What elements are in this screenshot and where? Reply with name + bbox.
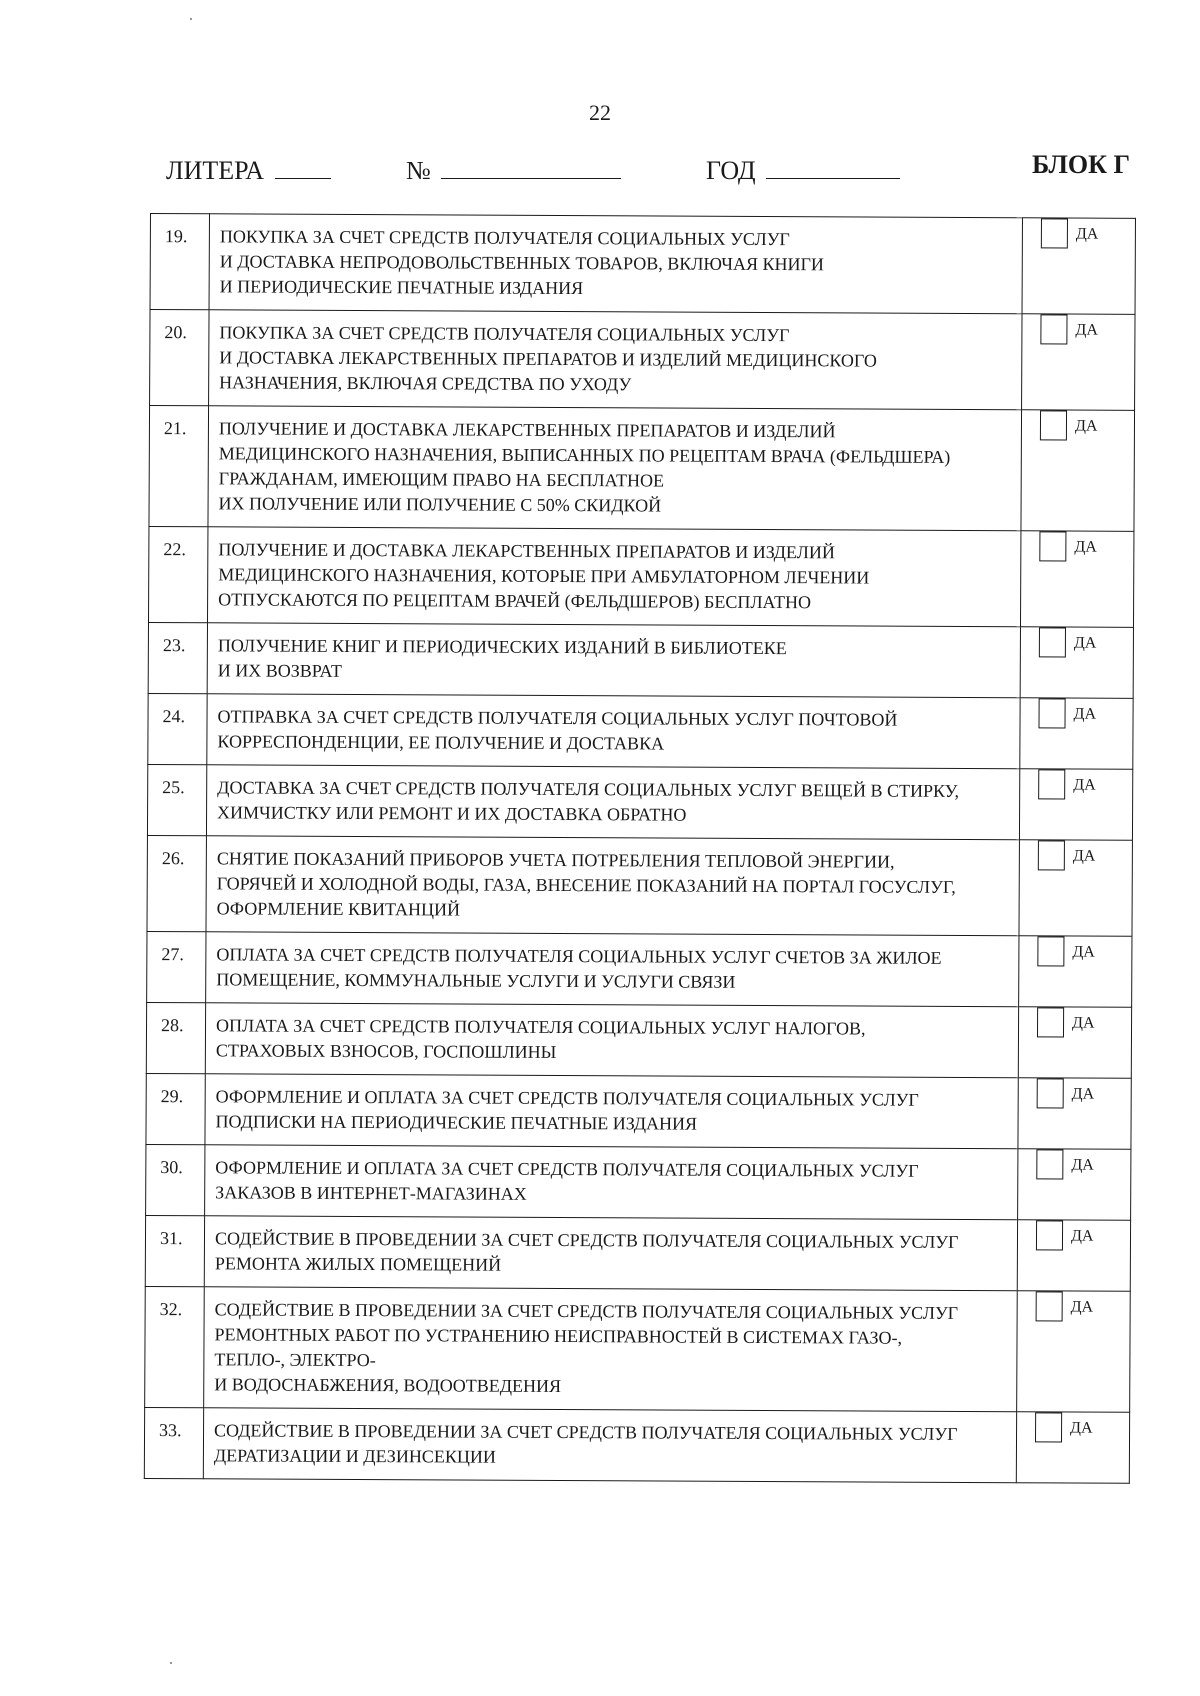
- row-number: 21.: [149, 406, 209, 527]
- yes-option: [1017, 1220, 1130, 1292]
- service-description-line: ОФОРМЛЕНИЕ И ОПЛАТА ЗА СЧЕТ СРЕДСТВ ПОЛУЧАТЕЛЯ СОЦИАЛЬНЫХ УСЛУГ: [215, 1086, 919, 1110]
- service-description-line: СТРАХОВЫХ ВЗНОСОВ, ГОСПОШЛИНЫ: [215, 1040, 557, 1062]
- service-description-line: И ПЕРИОДИЧЕСКИЕ ПЕЧАТНЫЕ ИЗДАНИЯ: [219, 276, 584, 299]
- service-description-line: ОФОРМЛЕНИЕ И ОПЛАТА ЗА СЧЕТ СРЕДСТВ ПОЛУЧАТЕЛЯ СОЦИАЛЬНЫХ УСЛУГ: [215, 1157, 919, 1181]
- service-description-line: СОДЕЙСТВИЕ В ПРОВЕДЕНИИ ЗА СЧЕТ СРЕДСТВ ПОЛУЧАТЕЛЯ СОЦИАЛЬНЫХ УСЛУГ: [214, 1228, 959, 1252]
- yes-option: [1020, 698, 1133, 770]
- row-number: 22.: [148, 526, 207, 622]
- service-description: [205, 1074, 1018, 1149]
- yes-checkbox[interactable]: [1036, 1220, 1063, 1250]
- service-description-line: ОФОРМЛЕНИЕ КВИТАНЦИЙ: [216, 898, 461, 920]
- table-row: [144, 1407, 1129, 1483]
- yes-label: ДА: [1070, 1298, 1094, 1316]
- scan-speck: [190, 18, 192, 20]
- yes-option: [1018, 1007, 1131, 1079]
- yes-checkbox[interactable]: [1040, 314, 1067, 344]
- yes-option: [1019, 840, 1132, 937]
- table-row: [148, 693, 1133, 769]
- service-description-line: ОТПРАВКА ЗА СЧЕТ СРЕДСТВ ПОЛУЧАТЕЛЯ СОЦИАЛЬНЫХ УСЛУГ ПОЧТОВОЙ: [217, 706, 898, 730]
- yes-checkbox[interactable]: [1036, 1291, 1063, 1321]
- yes-checkbox[interactable]: [1038, 769, 1065, 799]
- service-description-line: И ИХ ВОЗВРАТ: [217, 660, 342, 681]
- service-description: [206, 932, 1019, 1007]
- service-description: [207, 527, 1020, 627]
- service-description-line: РЕМОНТНЫХ РАБОТ ПО УСТРАНЕНИЮ НЕИСПРАВНОСТЕЙ В СИСТЕМАХ ГАЗО-,: [214, 1324, 903, 1348]
- service-description-line: ХИМЧИСТКУ ИЛИ РЕМОНТ И ИХ ДОСТАВКА ОБРАТНО: [217, 802, 687, 825]
- yes-option: [1022, 218, 1135, 315]
- service-description-line: И ДОСТАВКА НЕПРОДОВОЛЬСТВЕННЫХ ТОВАРОВ, ВКЛЮЧАЯ КНИГИ: [219, 251, 824, 275]
- table-row: [150, 214, 1135, 315]
- service-description: [207, 623, 1020, 698]
- yes-checkbox[interactable]: [1037, 1078, 1064, 1108]
- yes-option: [1019, 936, 1132, 1008]
- yes-label: ДА: [1072, 1014, 1095, 1032]
- row-number: 26.: [147, 835, 206, 931]
- service-description: [209, 214, 1022, 314]
- row-number: 32.: [145, 1286, 205, 1407]
- form-header: [166, 150, 1130, 190]
- table-row: [145, 1215, 1130, 1291]
- yes-option: [1022, 314, 1135, 411]
- year-field: [706, 150, 900, 186]
- litera-field: [166, 150, 331, 186]
- service-description-line: ПОДПИСКИ НА ПЕРИОДИЧЕСКИЕ ПЕЧАТНЫЕ ИЗДАНИЯ: [215, 1111, 698, 1134]
- service-description: [205, 1145, 1018, 1220]
- table-row: [148, 622, 1133, 698]
- table-row: [146, 1073, 1131, 1149]
- yes-label: ДА: [1071, 1156, 1094, 1174]
- service-description-line: ДОСТАВКА ЗА СЧЕТ СРЕДСТВ ПОЛУЧАТЕЛЯ СОЦИАЛЬНЫХ УСЛУГ ВЕЩЕЙ В СТИРКУ,: [217, 777, 960, 801]
- service-description-line: МЕДИЦИНСКОГО НАЗНАЧЕНИЯ, ВЫПИСАННЫХ ПО РЕЦЕПТАМ ВРАЧА (ФЕЛЬДШЕРА): [218, 443, 951, 467]
- yes-label: ДА: [1070, 1419, 1093, 1437]
- service-description-line: ОПЛАТА ЗА СЧЕТ СРЕДСТВ ПОЛУЧАТЕЛЯ СОЦИАЛЬНЫХ УСЛУГ СЧЕТОВ ЗА ЖИЛОЕ: [216, 944, 942, 968]
- litera-label: ЛИТЕРА: [166, 156, 265, 185]
- service-description: [208, 406, 1022, 531]
- yes-checkbox[interactable]: [1041, 218, 1068, 248]
- yes-checkbox[interactable]: [1039, 531, 1066, 561]
- service-description-line: ИХ ПОЛУЧЕНИЕ ИЛИ ПОЛУЧЕНИЕ С 50% СКИДКОЙ: [218, 493, 662, 516]
- yes-option: [1021, 410, 1135, 532]
- yes-checkbox[interactable]: [1038, 698, 1065, 728]
- services-table-body: [144, 214, 1135, 1484]
- row-number: 28.: [146, 1002, 205, 1073]
- service-description-line: ПОКУПКА ЗА СЧЕТ СРЕДСТВ ПОЛУЧАТЕЛЯ СОЦИАЛЬНЫХ УСЛУГ: [219, 322, 790, 346]
- table-row: [146, 1002, 1131, 1078]
- yes-label: ДА: [1074, 417, 1098, 435]
- service-description-line: ОПЛАТА ЗА СЧЕТ СРЕДСТВ ПОЛУЧАТЕЛЯ СОЦИАЛЬНЫХ УСЛУГ НАЛОГОВ,: [215, 1015, 866, 1039]
- service-description-line: ДЕРАТИЗАЦИИ И ДЕЗИНСЕКЦИИ: [213, 1445, 496, 1467]
- number-field: [406, 150, 621, 186]
- service-description-line: СОДЕЙСТВИЕ В ПРОВЕДЕНИИ ЗА СЧЕТ СРЕДСТВ ПОЛУЧАТЕЛЯ СОЦИАЛЬНЫХ УСЛУГ: [214, 1299, 959, 1323]
- table-row: [150, 310, 1135, 411]
- service-description-line: НАЗНАЧЕНИЯ, ВКЛЮЧАЯ СРЕДСТВА ПО УХОДУ: [219, 372, 632, 395]
- table-row: [147, 835, 1132, 936]
- scan-speck: [170, 1662, 172, 1664]
- service-description-line: ПОЛУЧЕНИЕ КНИГ И ПЕРИОДИЧЕСКИХ ИЗДАНИЙ В БИБЛИОТЕКЕ: [217, 635, 787, 659]
- service-description-line: И ВОДОСНАБЖЕНИЯ, ВОДООТВЕДЕНИЯ: [214, 1374, 562, 1397]
- row-number: 19.: [150, 214, 209, 310]
- service-description-line: СОДЕЙСТВИЕ В ПРОВЕДЕНИИ ЗА СЧЕТ СРЕДСТВ ПОЛУЧАТЕЛЯ СОЦИАЛЬНЫХ УСЛУГ: [214, 1420, 958, 1444]
- service-description-line: СНЯТИЕ ПОКАЗАНИЙ ПРИБОРОВ УЧЕТА ПОТРЕБЛЕНИЯ ТЕПЛОВОЙ ЭНЕРГИИ,: [216, 848, 895, 872]
- yes-label: ДА: [1075, 225, 1099, 243]
- row-number: 33.: [144, 1407, 203, 1478]
- yes-checkbox[interactable]: [1040, 410, 1067, 440]
- service-description-line: ТЕПЛО-, ЭЛЕКТРО-: [214, 1349, 376, 1371]
- service-description: [206, 836, 1019, 936]
- table-row: [146, 1144, 1131, 1220]
- yes-label: ДА: [1073, 634, 1097, 652]
- yes-checkbox[interactable]: [1035, 1412, 1062, 1442]
- service-description-line: И ДОСТАВКА ЛЕКАРСТВЕННЫХ ПРЕПАРАТОВ И ИЗДЕЛИЙ МЕДИЦИНСКОГО: [219, 347, 877, 371]
- yes-option: [1020, 627, 1133, 699]
- service-description: [206, 765, 1019, 840]
- row-number: 29.: [146, 1073, 205, 1144]
- yes-label: ДА: [1073, 776, 1096, 794]
- yes-option: [1020, 531, 1133, 628]
- service-description-line: РЕМОНТА ЖИЛЫХ ПОМЕЩЕНИЙ: [214, 1253, 502, 1275]
- service-description-line: ПОКУПКА ЗА СЧЕТ СРЕДСТВ ПОЛУЧАТЕЛЯ СОЦИАЛЬНЫХ УСЛУГ: [219, 226, 790, 250]
- yes-option: [1018, 1078, 1131, 1150]
- table-row: [148, 526, 1133, 627]
- yes-label: ДА: [1070, 1227, 1094, 1245]
- yes-label: ДА: [1075, 321, 1098, 339]
- service-description-line: ГРАЖДАНАМ, ИМЕЮЩИМ ПРАВО НА БЕСПЛАТНОЕ: [218, 468, 665, 491]
- yes-option: [1017, 1291, 1131, 1413]
- service-description: [209, 310, 1022, 410]
- yes-checkbox[interactable]: [1039, 627, 1066, 657]
- service-description-line: ПОЛУЧЕНИЕ И ДОСТАВКА ЛЕКАРСТВЕННЫХ ПРЕПАРАТОВ И ИЗДЕЛИЙ: [218, 418, 836, 442]
- yes-label: ДА: [1074, 538, 1097, 556]
- yes-option: [1018, 1149, 1131, 1221]
- row-number: 24.: [148, 693, 207, 764]
- yes-label: ДА: [1073, 705, 1097, 723]
- service-description: [203, 1408, 1016, 1483]
- page-number: 22: [589, 100, 611, 125]
- service-description-line: ПОМЕЩЕНИЕ, КОММУНАЛЬНЫЕ УСЛУГИ И УСЛУГИ СВЯЗИ: [216, 969, 736, 992]
- yes-option: [1016, 1412, 1129, 1484]
- row-number: 31.: [145, 1215, 204, 1286]
- year-blank[interactable]: [766, 150, 900, 179]
- block-label: БЛОК Г: [1031, 150, 1130, 179]
- yes-option: [1019, 769, 1132, 841]
- service-description: [204, 1216, 1017, 1291]
- table-row: [147, 764, 1132, 840]
- number-blank[interactable]: [441, 150, 621, 179]
- yes-label: ДА: [1072, 847, 1096, 865]
- row-number: 27.: [147, 931, 206, 1002]
- yes-checkbox[interactable]: [1037, 1007, 1064, 1037]
- row-number: 20.: [150, 310, 209, 406]
- table-row: [147, 931, 1132, 1007]
- litera-blank[interactable]: [275, 150, 331, 179]
- yes-checkbox[interactable]: [1036, 1149, 1063, 1179]
- service-description: [204, 1287, 1018, 1412]
- service-description-line: ПОЛУЧЕНИЕ И ДОСТАВКА ЛЕКАРСТВЕННЫХ ПРЕПАРАТОВ И ИЗДЕЛИЙ: [218, 539, 835, 563]
- table-row: [149, 406, 1135, 532]
- service-description: [207, 694, 1020, 769]
- service-description-line: КОРРЕСПОНДЕНЦИИ, ЕЕ ПОЛУЧЕНИЕ И ДОСТАВКА: [217, 731, 665, 754]
- number-label: №: [406, 156, 431, 185]
- yes-label: ДА: [1072, 943, 1095, 961]
- services-table: [144, 213, 1136, 1484]
- service-description-line: ОТПУСКАЮТСЯ ПО РЕЦЕПТАМ ВРАЧЕЙ (ФЕЛЬДШЕРОВ) БЕСПЛАТНО: [218, 589, 812, 613]
- year-label: ГОД: [706, 156, 756, 185]
- service-description-line: МЕДИЦИНСКОГО НАЗНАЧЕНИЯ, КОТОРЫЕ ПРИ АМБУЛАТОРНОМ ЛЕЧЕНИИ: [218, 564, 870, 588]
- yes-checkbox[interactable]: [1037, 936, 1064, 966]
- service-description-line: ГОРЯЧЕЙ И ХОЛОДНОЙ ВОДЫ, ГАЗА, ВНЕСЕНИЕ ПОКАЗАНИЙ НА ПОРТАЛ ГОСУСЛУГ,: [216, 873, 956, 897]
- table-row: [145, 1286, 1131, 1412]
- yes-label: ДА: [1071, 1085, 1095, 1103]
- yes-checkbox[interactable]: [1038, 840, 1065, 870]
- service-description: [205, 1003, 1018, 1078]
- row-number: 25.: [147, 764, 206, 835]
- row-number: 30.: [146, 1144, 205, 1215]
- row-number: 23.: [148, 622, 207, 693]
- service-description-line: ЗАКАЗОВ В ИНТЕРНЕТ-МАГАЗИНАХ: [215, 1182, 527, 1204]
